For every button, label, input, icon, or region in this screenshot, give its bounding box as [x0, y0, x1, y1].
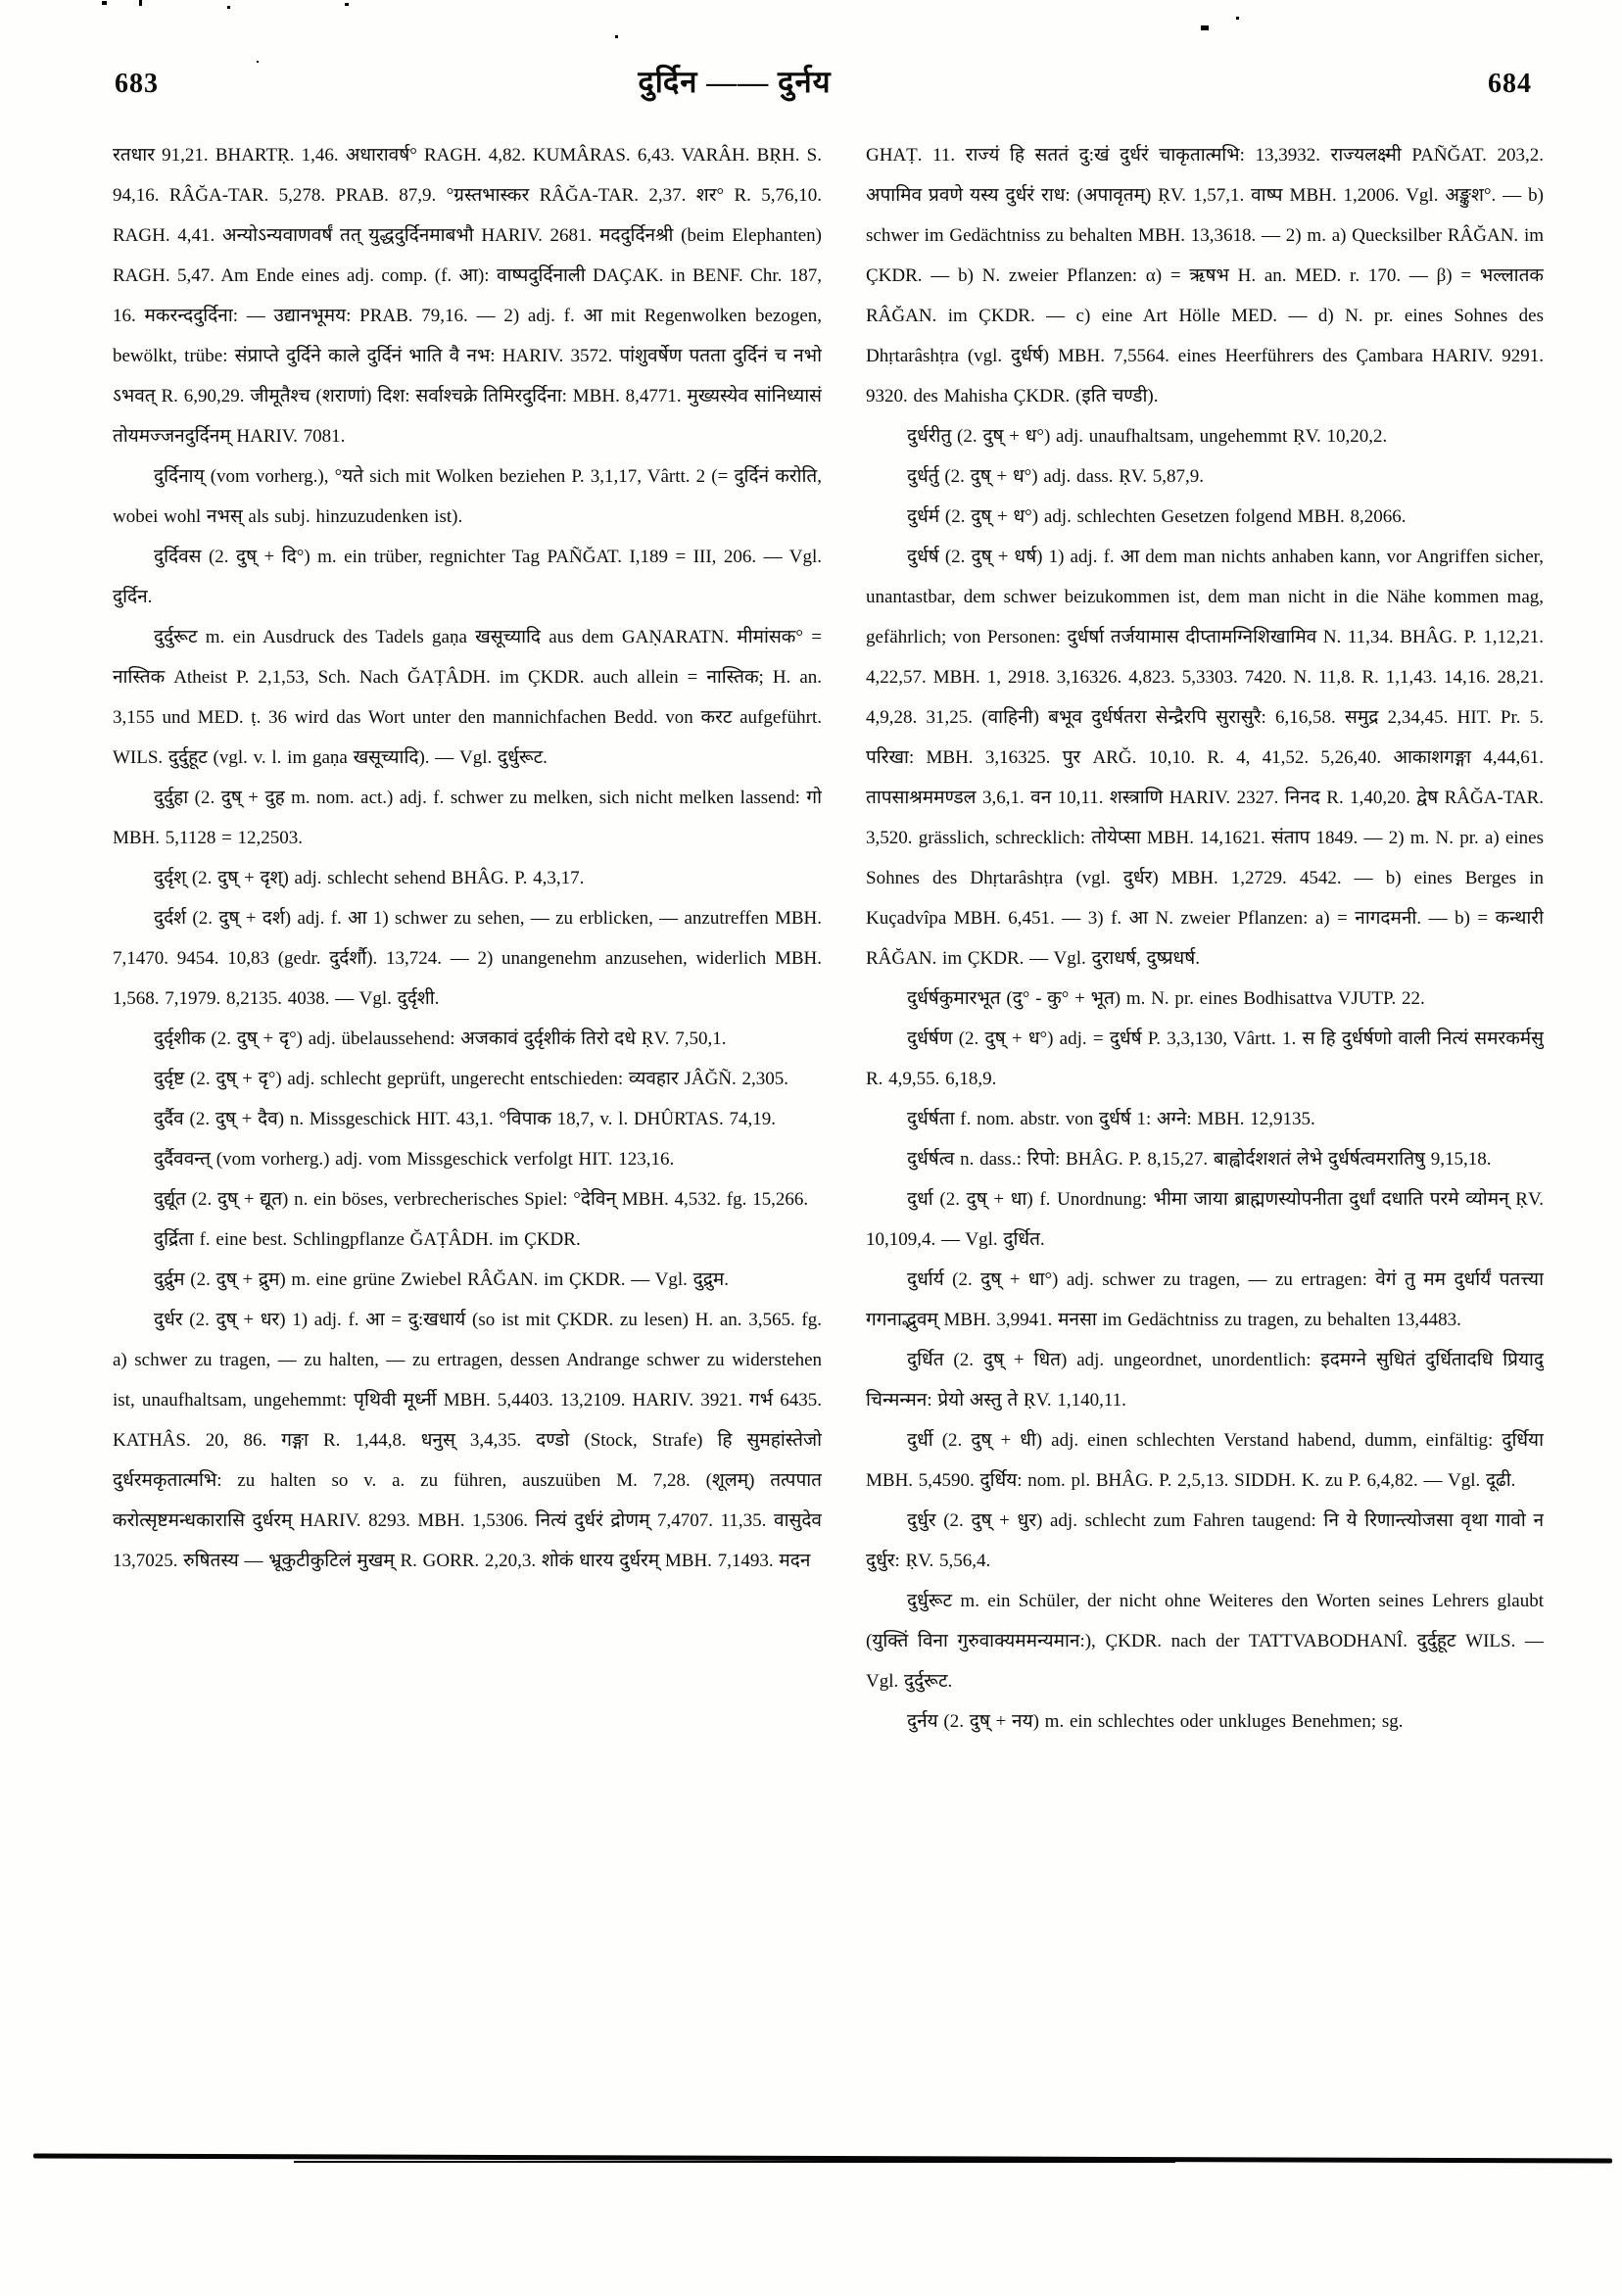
entry-durduha: दुर्दुहा (2. दुष् + दुह m. nom. act.) adj. f. schwer zu melken, sich nicht melken lassend: गो MBH. 5,1128 = 12,2503.: [113, 788, 822, 848]
entry-durdaiva: दुर्दैव (2. दुष् + दैव) n. Missgeschick HIT. 43,1. °विपाक 18,7, v. l. DHÛRTAS. 74,19.: [154, 1109, 777, 1129]
scan-artifact: [615, 35, 618, 38]
entry-durdharshata: दुर्धर्षता f. nom. abstr. von दुर्धर्ष 1: अग्ने: MBH. 12,9135.: [907, 1109, 1315, 1129]
entry-durdivasa: दुर्दिवस (2. दुष् + दि°) m. ein trüber, regnichter Tag PAÑĞAT. I,189 = III, 206. — Vgl. दुर्दिन.: [113, 547, 822, 607]
entry-durdrishta: दुर्दृष्ट (2. दुष् + दृ°) adj. schlecht geprüft, ungerecht entschieden: व्यवहार JÂĞÑ. 2,305.: [154, 1069, 789, 1089]
entry-durdinaya: दुर्दिनाय् (vom vorherg.), °यते sich mit Wolken beziehen P. 3,1,17, Vârtt. 2 (= दुर्दिनं करोति, wobei wohl नभस् als subj. hinzuzudenken ist).: [113, 466, 822, 527]
entry-durdharya: दुर्धार्य (2. दुष् + धा°) adj. schwer zu tragen, — zu ertragen: वेगं तु मम दुर्धार्यं पतत्त्या गगनाद्भुवम् MBH. 3,9941. मनसा im Gedächtniss zu tragen, zu behalten 13,4483.: [866, 1269, 1544, 1330]
entry-durdha: दुर्धा (2. दुष् + धा) f. Unordnung: भीमा जाया ब्राह्मणस्योपनीता दुर्धां दधाति परमे व्योमन् ṚV. 10,109,4. — Vgl. दुर्धित.: [866, 1189, 1544, 1250]
scan-artifact: [1236, 17, 1239, 20]
entry-durdharsha: दुर्धर्ष (2. दुष् + धर्ष) 1) adj. f. आ dem man nichts anhaben kann, vor Angriffen sicher, unantastbar, dem schwer beizukommen ist, dem man nicht in die Nähe kommen mag, gefährlich; von Personen: दुर्धर्षा तर्जयामास दीप्तामग्निशिखामिव N. 11,34. BHÂG. P. 1,12,21. 4,22,57. MBH. 1, 2918. 3,16326. 4,823. 5,3303. 7420. N. 11,8. R. 1,1,43. 14,16. 28,21. 4,9,28. 31,25. (वाहिनी) बभूव दुर्धर्षतरा सेन्द्रैरपि सुरासुरै: 6,16,58. समुद्र 2,34,45. HIT. Pr. 5. परिखा: MBH. 3,16325. पुर ARĞ. 10,10. R. 4, 41,52. 5,26,40. आकाशगङ्गा 4,44,61. तापसाश्रममण्डल 3,6,1. वन 10,11. शस्त्राणि HARIV. 2327. निनद R. 1,40,20. द्वेष RÂĞA-TAR. 3,520. grässlich, schrecklich: तोयेप्सा MBH. 14,1621. संताप 1849. — 2) m. N. pr. a) eines Sohnes des Dhṛtarâshṭra (vgl. दुर्धर) MBH. 1,2729. 4542. — b) eines Berges in Kuçadvîpa MBH. 6,451. — 3) f. आ N. zweier Pflanzen: a) = नागदमनी. — b) = कन्थारी RÂĞAN. im ÇKDR. — Vgl. दुराधर्ष, दुष्प्रधर्ष.: [866, 547, 1544, 969]
entry-durdhura: दुर्धुर (2. दुष् + धुर) adj. schlecht zum Fahren taugend: नि ये रिणान्त्योजसा वृथा गावो न दुर्धुर: ṚV. 5,56,4.: [866, 1510, 1544, 1571]
entry-durdrish: दुर्दृश् (2. दुष् + दृश्) adj. schlecht sehend BHÂG. P. 4,3,17.: [154, 868, 585, 888]
scan-artifact: [102, 1, 107, 5]
entry-durdruma: दुर्द्रुम (2. दुष् + द्रुम) m. eine grüne Zwiebel RÂĞAN. im ÇKDR. — Vgl. दुद्रुम.: [154, 1269, 729, 1290]
entry-durdrita: दुर्द्रिता f. eine best. Schlingpflanze ĞAṬÂDH. im ÇKDR.: [154, 1229, 581, 1250]
entry-durdharma: दुर्धर्म (2. दुष् + ध°) adj. schlechten Gesetzen folgend MBH. 8,2066.: [907, 506, 1407, 527]
entry-durdarsha: दुर्दर्श (2. दुष् + दर्श) adj. f. आ 1) schwer zu sehen, — zu erblicken, — anzutreffen MBH. 7,1470. 9454. 10,83 (gedr. दुर्दर्शौ). 13,724. — 2) unangenehm anzusehen, widerlich MBH. 1,568. 7,1979. 8,2135. 4038. — Vgl. दुर्दृशी.: [113, 908, 822, 1009]
scan-artifact: [257, 61, 259, 63]
entry-durdrishika: दुर्दृशीक (2. दुष् + दृ°) adj. übelaussehend: अजकावं दुर्दृशीकं तिरो दधे ṚV. 7,50,1.: [154, 1028, 727, 1049]
entry-durduruta: दुर्दुरूट m. ein Ausdruck des Tadels gaṇa खसूच्यादि aus dem GAṆARATN. मीमांसक° = नास्तिक Atheist P. 2,1,53, Sch. Nach ĞAṬÂDH. im ÇKDR. auch allein = नास्तिक; H. an. 3,155 und MED. ṭ. 36 wird das Wort unter den mannichfachen Bedd. von करट aufgeführt. WILS. दुर्दुहूट (vgl. v. l. im gaṇa खसूच्यादि). — Vgl. दुर्धुरूट.: [113, 627, 822, 768]
page-header-title: दुर्दिन —— दुर्नय: [638, 65, 832, 99]
scan-artifact: [227, 6, 230, 9]
column-left: [113, 135, 822, 2075]
entry-durdhara: दुर्धर (2. दुष् + धर) 1) adj. f. आ = दु:खधार्य (so ist mit ÇKDR. zu lesen) H. an. 3,565. fg. a) schwer zu tragen, — zu halten, — zu ertragen, dessen Andrange schwer zu widerstehen ist, unaufhaltsam, ungehemmt: पृथिवी मूर्ध्नी MBH. 5,4403. 13,2109. HARIV. 3921. गर्भ 6435. KATHÂS. 20, 86. गङ्गा R. 1,44,8. धनुस् 3,4,35. दण्डो (Stock, Strafe) हि सुमहांस्तेजो दुर्धरमकृतात्मभि: zu halten so v. a. zu führen, auszuüben M. 7,28. (शूलम्) तत्पपात करोत्सृष्टमन्धकारासि दुर्धरम् HARIV. 8293. MBH. 1,5306. नित्यं दुर्धरं द्रोणम् 7,4707. 11,35. वासुदेव 13,7025. रुषितस्य — भ्रूकुटीकुटिलं मुखम् R. GORR. 2,20,3. शोकं धारय दुर्धरम् MBH. 7,1493. मदन: [113, 1310, 822, 1571]
entry-durdaivavant: दुर्दैववन्त् (vom vorherg.) adj. vom Missgeschick verfolgt HIT. 123,16.: [154, 1149, 675, 1170]
entry-durdharshana: दुर्धर्षण (2. दुष् + ध°) adj. = दुर्धर्ष P. 3,3,130, Vârtt. 1. स हि दुर्धर्षणो वाली नित्यं समरकर्मसु R. 4,9,55. 6,18,9.: [866, 1028, 1544, 1089]
entry-durdharshatva: दुर्धर्षत्व n. dass.: रिपो: BHÂG. P. 8,15,27. बाह्वोर्दशशतं लेभे दुर्धर्षत्वमरातिषु 9,15,18.: [907, 1149, 1492, 1170]
entry-durdina-continuation: रतधार 91,21. BHARTṚ. 1,46. अधारावर्ष° RAGH. 4,82. KUMÂRAS. 6,43. VARÂH. BṚH. S. 94,16. RÂĞA-TAR. 5,278. PRAB. 87,9. °ग्रस्तभास्कर RÂĞA-TAR. 2,37. शर° R. 5,76,10. RAGH. 4,41. अन्योऽन्यवाणवर्षं तत् युद्धदुर्दिनमाबभौ HARIV. 2681. मददुर्दिनश्री (beim Elephanten) RAGH. 5,47. Am Ende eines adj. comp. (f. आ): वाष्पदुर्दिनाली DAÇAK. in BENF. Chr. 187, 16. मकरन्ददुर्दिना: — उद्यानभूमय: PRAB. 79,16. — 2) adj. f. आ mit Regenwolken bezogen, bewölkt, trübe: संप्राप्ते दुर्दिने काले दुर्दिनं भाति वै नभ: HARIV. 3572. पांशुवर्षेण पतता दुर्दिनं च नभो ऽभवत् R. 6,90,29. जीमूतैश्च (शराणां) दिश: सर्वाश्चक्रे तिमिरदुर्दिना: MBH. 8,4771. मुख्यस्येव सांनिध्यासं तोयमज्जनदुर्दिनम् HARIV. 7081.: [113, 145, 822, 447]
entry-durdyuta: दुर्द्यूत (2. दुष् + द्यूत) n. ein böses, verbrecherisches Spiel: °देविन् MBH. 4,532. fg. 15,266.: [154, 1189, 809, 1210]
entry-durdhuruta: दुर्धुरूट m. ein Schüler, der nicht ohne Weiteres den Worten seines Lehrers glaubt (युक्तिं विना गुरुवाक्यममन्यमान:), ÇKDR. nach der TATTVABODHANÎ. दुर्दुहूट WILS. — Vgl. दुर्दुरूट.: [866, 1591, 1544, 1692]
scan-artifact: [139, 0, 142, 6]
page-number-left: 683: [115, 69, 159, 99]
entry-durnaya: दुर्नय (2. दुष् + नय) m. ein schlechtes oder unkluges Benehmen; sg.: [907, 1711, 1404, 1732]
page-number-right: 684: [1488, 69, 1532, 99]
entry-durdhara-continuation: GHAṬ. 11. राज्यं हि सततं दु:खं दुर्धरं चाकृतात्मभि: 13,3932. राज्यलक्ष्मी PAÑĞAT. 203,2. अपामिव प्रवणे यस्य दुर्धरं राध: (अपावृतम्) ṚV. 1,57,1. वाष्प MBH. 1,2006. Vgl. अङ्कुश°. — b) schwer im Gedächtniss zu behalten MBH. 13,3618. — 2) m. a) Quecksilber RÂĞAN. im ÇKDR. — b) N. zweier Pflanzen: α) = ऋषभ H. an. MED. r. 170. — β) = भल्लातक RÂĞAN. im ÇKDR. — c) eine Art Hölle MED. — d) N. pr. eines Sohnes des Dhṛtarâshṭra (vgl. दुर्धर्ष) MBH. 7,5564. eines Heerführers des Çambara HARIV. 9291. 9320. des Mahisha ÇKDR. (इति चण्डी).: [866, 145, 1544, 407]
entry-durdhi: दुर्धी (2. दुष् + धी) adj. einen schlechten Verstand habend, dumm, einfältig: दुर्धिया MBH. 5,4590. दुर्धिय: nom. pl. BHÂG. P. 2,5,13. SIDDH. K. zu P. 6,4,82. — Vgl. दूढी.: [866, 1430, 1544, 1491]
entry-durdhita: दुर्धित (2. दुष् + धित) adj. ungeordnet, unordentlich: इदमग्ने सुधितं दुर्धितादधि प्रियादु चिन्मन्मन: प्रेयो अस्तु ते ṚV. 1,140,11.: [866, 1350, 1544, 1411]
bottom-scan-line-thin: [294, 2161, 1175, 2163]
entry-durdharshakumarabhuta: दुर्धर्षकुमारभूत (दु° - कु° + भूत) m. N. pr. eines Bodhisattva VJUTP. 22.: [907, 988, 1425, 1009]
entry-durdhartu: दुर्धर्तु (2. दुष् + ध°) adj. dass. ṚV. 5,87,9.: [907, 466, 1204, 487]
scan-artifact: [345, 3, 349, 6]
column-right: [866, 135, 1544, 2075]
scan-artifact: [1201, 25, 1209, 30]
entry-durdharitu: दुर्धरीतु (2. दुष् + ध°) adj. unaufhaltsam, ungehemmt ṚV. 10,20,2.: [907, 426, 1388, 447]
